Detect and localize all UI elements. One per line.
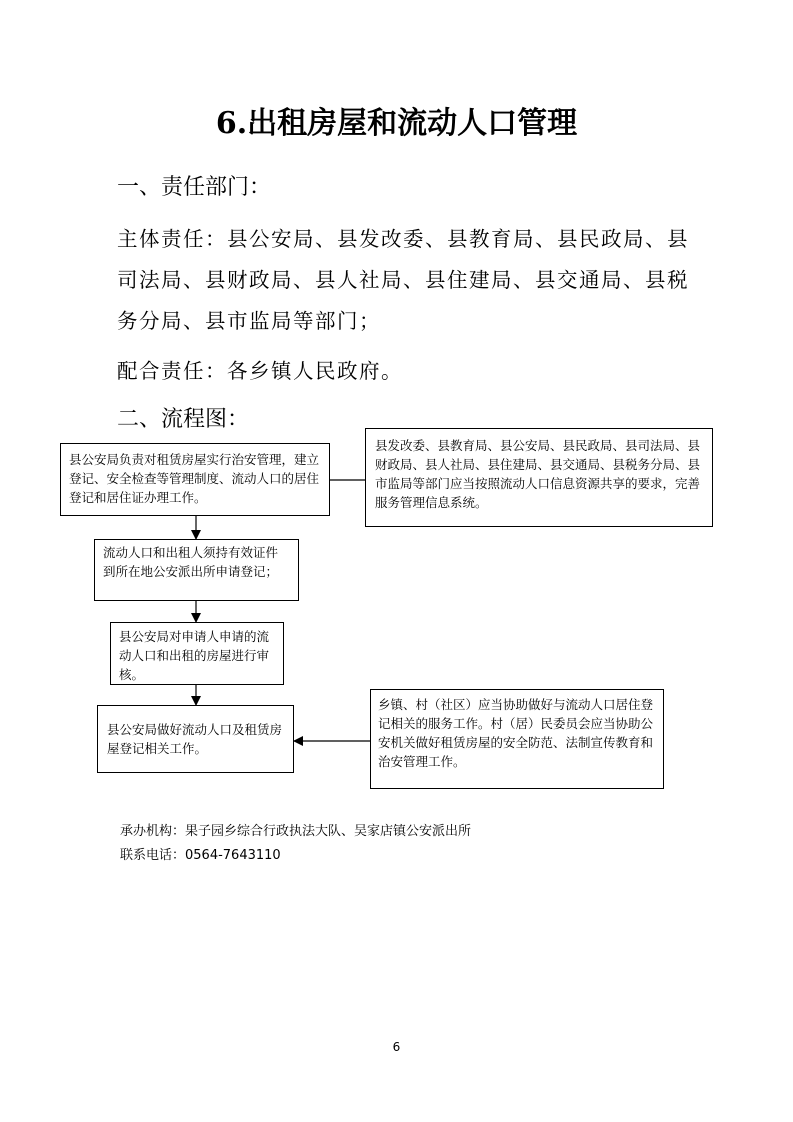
footer-organization: 承办机构：果子园乡综合行政执法大队、吴家店镇公安派出所 bbox=[120, 824, 472, 839]
flow-box-review: 县公安局对申请人申请的流动人口和出租的房屋进行审核。 bbox=[110, 622, 284, 685]
section-heading-flowchart: 二、流程图： bbox=[117, 407, 250, 432]
page-title: 6.出租房屋和流动人口管理 bbox=[215, 106, 578, 141]
coop-duty-paragraph: 配合责任：各乡镇人民政府。 bbox=[117, 359, 403, 383]
page-number: 6 bbox=[392, 1040, 401, 1054]
flow-box-departments-info-sharing: 县发改委、县教育局、县公安局、县民政局、县司法局、县财政局、县人社局、县住建局、县交通局、县税务分局、县市监局等部门应当按照流动人口信息资源共享的要求，完善服务管理信息系统。 bbox=[365, 428, 713, 527]
flow-box-apply-registration: 流动人口和出租人须持有效证件到所在地公安派出所申请登记； bbox=[94, 539, 299, 601]
flow-box-registration-work: 县公安局做好流动人口及租赁房屋登记相关工作。 bbox=[97, 705, 294, 773]
section-heading-responsible-departments: 一、责任部门： bbox=[117, 175, 272, 200]
footer-phone: 联系电话：0564-7643110 bbox=[120, 848, 281, 863]
main-duty-paragraph: 主体责任：县公安局、县发改委、县教育局、县民政局、县司法局、县财政局、县人社局、县住建局、县交通局、县税务分局、县市监局等部门； bbox=[117, 227, 689, 333]
flow-box-township-assist: 乡镇、村（社区）应当协助做好与流动人口居住登记相关的服务工作。村（居）民委员会应当协助公安机关做好租赁房屋的安全防范、法制宣传教育和治安管理工作。 bbox=[370, 689, 664, 789]
flow-box-police-responsibility: 县公安局负责对租赁房屋实行治安管理，建立登记、安全检查等管理制度、流动人口的居住登记和居住证办理工作。 bbox=[60, 443, 330, 516]
